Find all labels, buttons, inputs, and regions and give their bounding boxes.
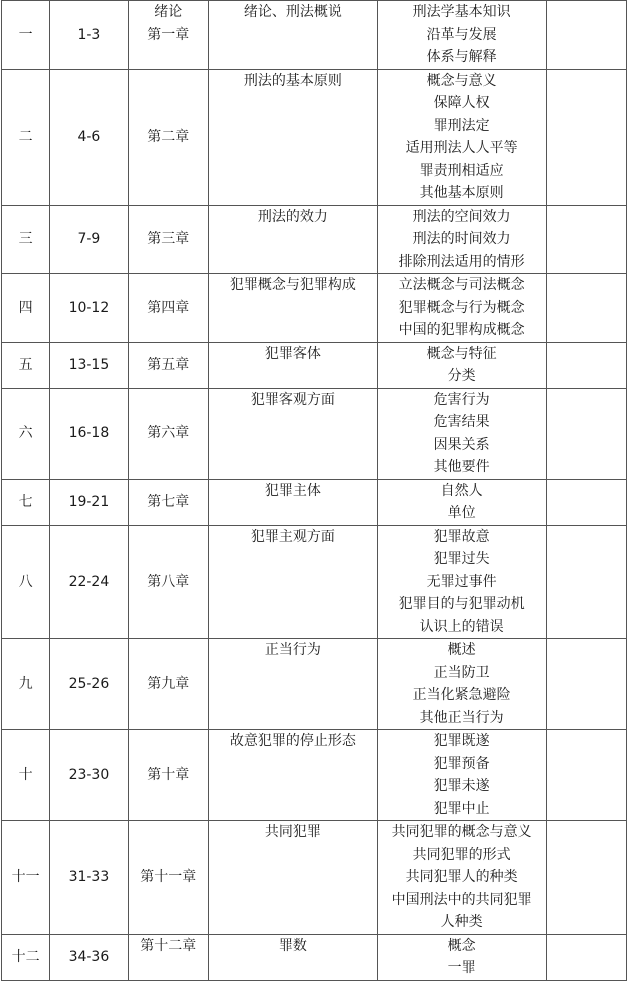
week-range: 10-12 — [68, 299, 110, 316]
row-number: 四 — [18, 299, 33, 316]
topic-cell — [208, 821, 377, 935]
table-row — [2, 1, 627, 70]
weeks-cell — [50, 1, 128, 70]
subtopic-item: 人种类 — [440, 914, 483, 930]
chapter-label: 第十一章 — [140, 869, 197, 885]
subtopic-item: 刑法学基本知识 — [412, 4, 511, 20]
topic-title: 绪论、刑法概说 — [243, 4, 342, 20]
chapter-label: 第九章 — [147, 675, 190, 692]
blank-cell — [546, 388, 626, 479]
table-row — [2, 388, 627, 479]
subtopics-cell — [377, 934, 546, 980]
subtopic-item: 概念与意义 — [426, 72, 497, 89]
chapter-cell — [128, 639, 208, 730]
row-number-cell — [2, 479, 50, 525]
subtopic-item: 罪责刑相适应 — [419, 162, 504, 179]
weeks-cell — [50, 388, 128, 479]
week-range: 1-3 — [77, 26, 101, 43]
table-row — [2, 342, 627, 388]
subtopic-item: 因果关系 — [433, 436, 490, 453]
topic-title: 犯罪客体 — [264, 345, 321, 362]
row-number-cell — [2, 342, 50, 388]
weeks-cell — [50, 205, 128, 274]
chapter-label: 第八章 — [147, 573, 190, 590]
row-number-cell — [2, 821, 50, 935]
table-row — [2, 934, 627, 980]
subtopics-cell — [377, 388, 546, 479]
subtopic-item: 正当防卫 — [433, 664, 490, 681]
chapter-cell — [128, 730, 208, 821]
row-number: 二 — [18, 128, 33, 145]
weeks-cell — [50, 342, 128, 388]
week-range: 25-26 — [68, 675, 110, 692]
subtopic-item: 刑法的空间效力 — [412, 208, 511, 225]
subtopic-item: 其他要件 — [433, 459, 490, 475]
row-number: 十 — [18, 766, 33, 783]
row-number: 九 — [18, 675, 33, 692]
row-number-cell — [2, 934, 50, 980]
subtopics-cell — [377, 730, 546, 821]
weeks-cell — [50, 639, 128, 730]
weeks-cell — [50, 821, 128, 935]
row-number: 七 — [18, 493, 33, 510]
row-number-cell — [2, 69, 50, 205]
subtopic-item: 概述 — [447, 642, 476, 658]
topic-title: 刑法的基本原则 — [243, 72, 342, 89]
row-number-cell — [2, 388, 50, 479]
chapter-cell — [128, 388, 208, 479]
week-range: 13-15 — [68, 356, 110, 373]
subtopic-item: 概念与特征 — [426, 345, 497, 362]
row-number-cell — [2, 525, 50, 639]
chapter-cell — [128, 525, 208, 639]
chapter-cell — [128, 934, 208, 980]
topic-cell — [208, 934, 377, 980]
week-range: 23-30 — [68, 766, 110, 783]
subtopic-item: 共同犯罪的形式 — [412, 846, 511, 863]
row-number-cell — [2, 274, 50, 343]
weeks-cell — [50, 934, 128, 980]
topic-cell — [208, 69, 377, 205]
chapter-label: 第一章 — [147, 26, 190, 43]
subtopic-item: 犯罪中止 — [433, 800, 490, 817]
topic-cell — [208, 342, 377, 388]
topic-title: 故意犯罪的停止形态 — [229, 733, 356, 749]
subtopics-cell — [377, 479, 546, 525]
subtopic-item: 单位 — [447, 505, 476, 521]
subtopic-item: 自然人 — [440, 482, 483, 499]
topic-title: 罪数 — [278, 937, 307, 954]
subtopic-item: 犯罪故意 — [433, 528, 490, 545]
table-row — [2, 479, 627, 525]
subtopic-item: 其他正当行为 — [419, 709, 504, 726]
topic-cell — [208, 639, 377, 730]
row-number: 八 — [18, 573, 33, 590]
subtopic-item: 犯罪既遂 — [433, 733, 490, 749]
topic-title: 犯罪概念与犯罪构成 — [229, 277, 356, 293]
blank-cell — [546, 205, 626, 274]
weeks-cell — [50, 525, 128, 639]
chapter-label: 绪论 — [154, 4, 183, 20]
chapter-cell — [128, 205, 208, 274]
chapter-cell — [128, 342, 208, 388]
subtopics-cell — [377, 525, 546, 639]
subtopic-item: 沿革与发展 — [426, 26, 497, 43]
chapter-label: 第三章 — [147, 231, 190, 247]
chapter-label: 第六章 — [147, 425, 190, 442]
week-range: 34-36 — [68, 948, 110, 965]
weeks-cell — [50, 730, 128, 821]
week-range: 22-24 — [68, 573, 110, 590]
topic-title: 犯罪客观方面 — [250, 391, 335, 408]
topic-cell — [208, 525, 377, 639]
subtopic-item: 分类 — [447, 368, 476, 384]
syllabus-table — [1, 0, 627, 981]
subtopic-item: 犯罪预备 — [433, 755, 490, 772]
chapter-label: 第七章 — [147, 493, 190, 510]
subtopic-item: 立法概念与司法概念 — [398, 277, 525, 293]
subtopics-cell — [377, 69, 546, 205]
topic-title: 刑法的效力 — [257, 208, 328, 225]
week-range: 31-33 — [68, 869, 110, 885]
subtopic-item: 罪刑法定 — [433, 117, 490, 134]
blank-cell — [546, 274, 626, 343]
subtopic-item: 犯罪目的与犯罪动机 — [398, 596, 525, 612]
blank-cell — [546, 934, 626, 980]
row-number-cell — [2, 1, 50, 70]
subtopics-cell — [377, 205, 546, 274]
table-row — [2, 69, 627, 205]
week-range: 16-18 — [68, 425, 110, 442]
subtopics-cell — [377, 342, 546, 388]
blank-cell — [546, 479, 626, 525]
weeks-cell — [50, 69, 128, 205]
topic-title: 犯罪主观方面 — [250, 528, 335, 545]
row-number: 十一 — [11, 869, 40, 885]
chapter-label: 第十二章 — [140, 937, 197, 954]
chapter-cell — [128, 1, 208, 70]
chapter-cell — [128, 821, 208, 935]
week-range: 19-21 — [68, 493, 110, 510]
blank-cell — [546, 342, 626, 388]
table-row — [2, 274, 627, 343]
subtopic-item: 认识上的错误 — [419, 618, 504, 635]
row-number-cell — [2, 205, 50, 274]
weeks-cell — [50, 274, 128, 343]
chapter-cell — [128, 274, 208, 343]
subtopic-item: 犯罪未遂 — [433, 778, 490, 794]
chapter-label: 第四章 — [147, 299, 190, 316]
topic-cell — [208, 479, 377, 525]
weeks-cell — [50, 479, 128, 525]
week-range: 4-6 — [77, 128, 101, 145]
subtopic-item: 中国刑法中的共同犯罪 — [391, 891, 532, 908]
topic-title: 共同犯罪 — [264, 824, 321, 840]
row-number-cell — [2, 730, 50, 821]
subtopic-item: 概念 — [447, 937, 476, 954]
chapter-cell — [128, 69, 208, 205]
subtopic-item: 共同犯罪的概念与意义 — [391, 824, 532, 840]
blank-cell — [546, 1, 626, 70]
blank-cell — [546, 69, 626, 205]
chapter-cell — [128, 479, 208, 525]
table-row — [2, 205, 627, 274]
blank-cell — [546, 525, 626, 639]
subtopic-item: 无罪过事件 — [426, 573, 497, 590]
subtopic-item: 犯罪概念与行为概念 — [398, 299, 525, 316]
subtopic-item: 刑法的时间效力 — [412, 231, 511, 247]
topic-cell — [208, 274, 377, 343]
chapter-label: 第五章 — [147, 356, 190, 373]
subtopics-cell — [377, 274, 546, 343]
row-number: 十二 — [11, 948, 40, 965]
topic-title: 犯罪主体 — [264, 482, 321, 499]
topic-cell — [208, 205, 377, 274]
blank-cell — [546, 730, 626, 821]
topic-cell — [208, 388, 377, 479]
subtopic-item: 正当化紧急避险 — [412, 687, 511, 703]
table-row — [2, 639, 627, 730]
table-row — [2, 821, 627, 935]
chapter-label: 第十章 — [147, 766, 190, 783]
row-number: 五 — [18, 356, 33, 373]
subtopics-cell — [377, 1, 546, 70]
subtopic-item: 危害结果 — [433, 414, 490, 430]
row-number-cell — [2, 639, 50, 730]
blank-cell — [546, 821, 626, 935]
subtopic-item: 其他基本原则 — [419, 185, 504, 201]
syllabus-table-body — [2, 1, 627, 981]
subtopics-cell — [377, 639, 546, 730]
week-range: 7-9 — [77, 231, 101, 247]
subtopic-item: 一罪 — [447, 960, 476, 976]
subtopic-item: 排除刑法适用的情形 — [398, 253, 525, 270]
subtopic-item: 危害行为 — [433, 391, 490, 408]
subtopic-item: 中国的犯罪构成概念 — [398, 322, 525, 338]
topic-cell — [208, 1, 377, 70]
row-number: 六 — [18, 425, 33, 442]
table-row — [2, 730, 627, 821]
topic-title: 正当行为 — [264, 642, 321, 658]
subtopics-cell — [377, 821, 546, 935]
table-row — [2, 525, 627, 639]
row-number: 三 — [18, 231, 33, 247]
blank-cell — [546, 639, 626, 730]
topic-cell — [208, 730, 377, 821]
row-number: 一 — [18, 26, 33, 43]
subtopic-item: 适用刑法人人平等 — [405, 140, 518, 156]
chapter-label: 第二章 — [147, 128, 190, 145]
subtopic-item: 保障人权 — [433, 95, 490, 111]
subtopic-item: 共同犯罪人的种类 — [405, 869, 518, 885]
subtopic-item: 体系与解释 — [426, 49, 497, 65]
subtopic-item: 犯罪过失 — [433, 551, 490, 567]
